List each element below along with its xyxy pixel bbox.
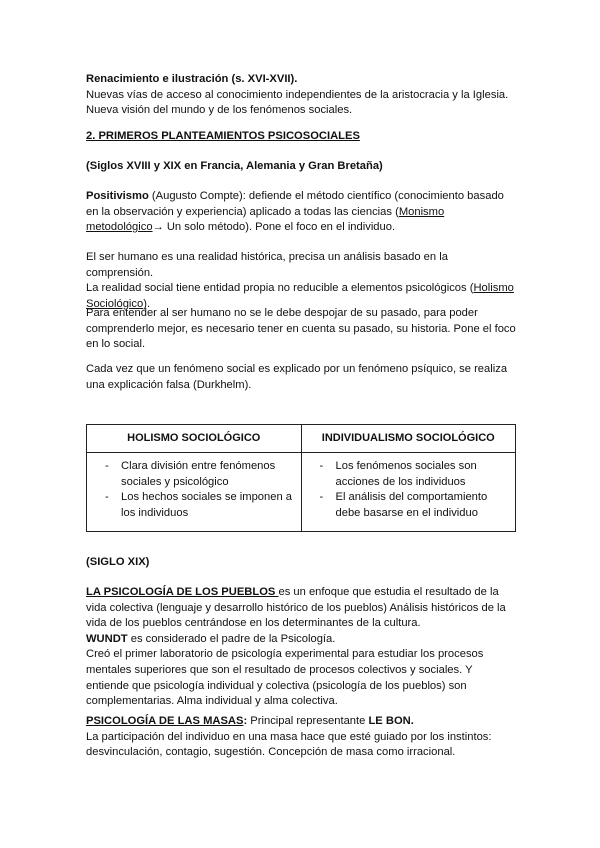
- table-row: [87, 453, 516, 532]
- paragraph-line: entiende que psicología individual y colectiva (psicología de los pueblos) son: [86, 679, 467, 692]
- paragraph-line: Cada vez que un fenómeno social es explicado por un fenómeno psíquico, se realiza: [86, 363, 508, 375]
- list-item: - Clara división entre fenómenos sociales y psicológico: [97, 459, 293, 490]
- paragraph-line: Principal representante: [247, 715, 369, 727]
- paragraph-line: complementarias. Alma individual y alma colectiva.: [86, 695, 338, 708]
- paragraph-line: vida de los pueblos centrándose en los determinantes de la cultura.: [86, 617, 421, 630]
- holismo-term: Sociológico: [86, 297, 144, 310]
- positivismo-text: (Augusto Compte): defiende el método científico (conocimiento basado: [148, 190, 504, 202]
- table-header-row: [87, 425, 516, 453]
- paragraph-line: desvinculación, contagio, sugestión. Concepción de masa como irracional.: [86, 746, 456, 759]
- paragraph-line: La realidad social tiene entidad propia no reducible a elementos psicológicos (: [86, 282, 474, 295]
- siglo-label: [86, 555, 516, 571]
- paragraph-line: en lo social.: [86, 338, 146, 351]
- siglo-text: (SIGLO XIX): [86, 556, 150, 568]
- historica-paragraph: [86, 250, 516, 312]
- paragraph-line: ).: [143, 297, 151, 310]
- list-item: - Los fenómenos sociales son acciones de los individuos: [312, 459, 508, 490]
- section-heading-text: 2. PRIMEROS PLANTEAMIENTOS PSICOSOCIALES: [86, 130, 360, 142]
- paragraph-line: La participación del individuo en una masa hace que esté guiado por los instintos:: [86, 730, 492, 743]
- paragraph-line: es un enfoque que estudia el resultado de la: [278, 586, 499, 598]
- masas-term: PSICOLOGÍA DE LAS MASAS: [86, 715, 244, 727]
- positivismo-text: → Un solo método). Pone el foco en el individuo.: [152, 221, 396, 234]
- section-subheading: [86, 159, 516, 175]
- paragraph-line: Para entender al ser humano no se le debe despojar de su pasado, para poder: [86, 307, 478, 319]
- holismo-term: Holismo: [473, 282, 514, 295]
- masas-colon: :: [243, 715, 248, 727]
- renacimiento-title: Renacimiento e ilustración (s. XVI-XVII).: [86, 73, 298, 85]
- paragraph-line: es considerado el padre de la Psicología.: [127, 632, 336, 645]
- individualismo-header: INDIVIDUALISMO SOCIOLÓGICO: [301, 425, 516, 453]
- section-subheading-text: (Siglos XVIII y XIX en Francia, Alemania y Gran Bretaña): [86, 160, 383, 172]
- paragraph-line: Creó el primer laboratorio de psicología experimental para estudiar los procesos: [86, 648, 484, 661]
- comparison-table: [86, 424, 516, 532]
- pueblos-term: LA PSICOLOGÍA DE LOS PUEBLOS: [86, 586, 279, 598]
- list-item: - Los hechos sociales se imponen a los individuos: [97, 490, 293, 521]
- list-item: - El análisis del comportamiento debe basarse en el individuo: [312, 490, 508, 521]
- pasado-paragraph: [86, 306, 516, 353]
- individualismo-cell: [301, 453, 516, 532]
- lebon-term: LE BON.: [368, 715, 414, 727]
- renacimiento-line: Nuevas vías de acceso al conocimiento independientes de la aristocracia y la Iglesia.: [86, 88, 509, 101]
- paragraph-line: El ser humano es una realidad histórica, precisa un análisis basado en la comprensión.: [86, 251, 448, 279]
- positivismo-paragraph: [86, 189, 516, 236]
- paragraph-line: vida colectiva (lenguaje y desarrollo histórico de los pueblos) Análisis históricos de la: [86, 601, 506, 614]
- durkheim-paragraph: [86, 362, 516, 393]
- paragraph-line: comprenderlo mejor, es necesario tener en cuenta su pasado, su historia. Pone el foco: [86, 322, 516, 335]
- renacimiento-section: [86, 72, 516, 119]
- paragraph-line: una explicación falsa (Durkhelm).: [86, 378, 252, 391]
- holismo-cell: [87, 453, 302, 532]
- paragraph-line: mentales superiores que son el resultado de procesos colectivos y sociales. Y: [86, 663, 473, 676]
- pueblos-paragraph: [86, 585, 516, 710]
- wundt-term: WUNDT: [86, 632, 128, 645]
- masas-paragraph: [86, 714, 516, 761]
- section-heading: [86, 129, 516, 145]
- monismo-term: metodológico: [86, 221, 153, 234]
- renacimiento-line: Nueva visión del mundo y de los fenómenos sociales.: [86, 104, 353, 117]
- holismo-header: HOLISMO SOCIOLÓGICO: [87, 425, 302, 453]
- positivismo-term: Positivismo: [86, 190, 149, 202]
- positivismo-text: en la observación y experiencia) aplicado a todas las ciencias (: [86, 205, 399, 218]
- monismo-term: Monismo: [398, 205, 445, 218]
